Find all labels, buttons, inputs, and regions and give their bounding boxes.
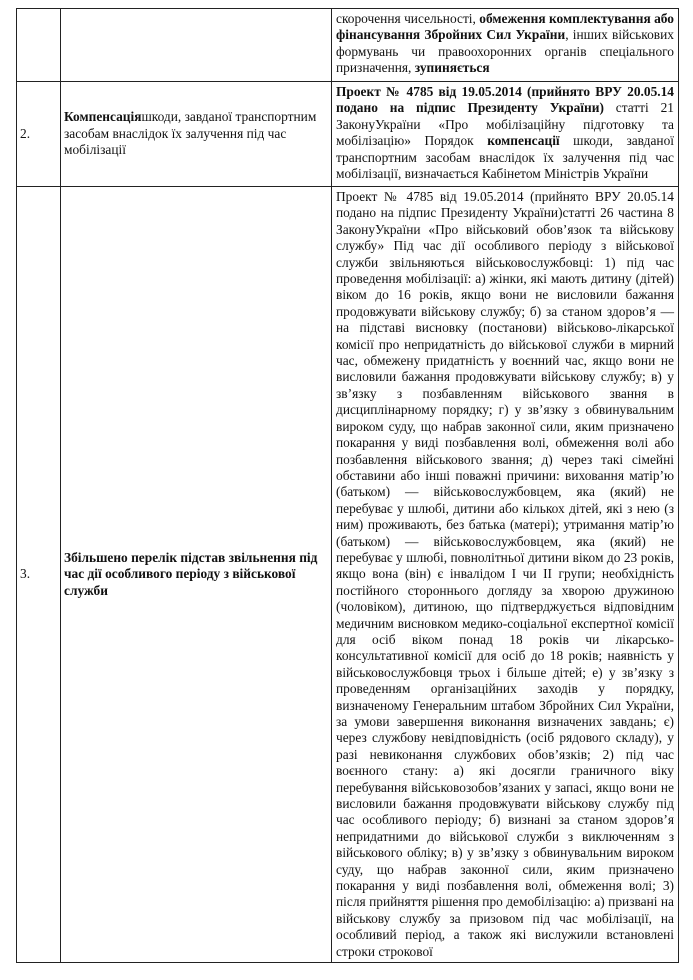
row-subject xyxy=(61,187,332,963)
subject-bold: Збільшено перелік підстав звільнення під час дії особливого періоду з військової служби xyxy=(64,549,318,598)
content-text: Проект № 4785 від 19.05.2014 (прийнято ВРУ 20.05.14 подано на підпис Президенту України)статті 26 частина 8 ЗаконуУкраїни «Про військовий обов’язок та військову службу» Під час дії особливого періоду з військової служби звільняються військовослужбовці: 1) під час проведення мобілізації: а) жінки, які мають дитину (дітей) віком до 16 років, якщо вони не висловили бажання продовжувати військову службу; б) за станом здоров’я — на підставі висновку (постанови) військово-лікарської комісії про непридатність до військової служби в мирний час, обмежену придатність у воєнний час, якщо вони не висловили бажання продовжувати військову службу; в) у зв’язку з позбавленням військового звання в дисциплінарному порядку; г) у зв’язку з обвинувальним вироком суду, що набрав законної сили, яким призначено покарання у виді позбавлення волі, обмеження волі або позбавлення військового звання; д) через такі сімейні обставини або інші поважні причини: виховання матір’ю (батьком) — військовослужбовцем, яка (який) не перебуває у шлюбі, дитини або кількох дітей, які з нею (з ним) проживають, без батька (матері); утримання матір’ю (батьком) — військовослужбовцем, яка (який) не перебуває у шлюбі, повнолітньої дитини віком до 23 років, якщо вона (він) є інвалідом I чи II групи; необхідність постійного стороннього догляду за хворою дружиною (чоловіком), дитиною, що підтверджується відповідним медичним висновком медико-соціальної експертної комісії для осіб віком понад 18 років чи лікарсько-консультативної комісії для осіб до 18 років; наявність у військовослужбовця трьох і більше дітей; е) у зв’язку з проведенням організаційних заходів у порядку, визначеному Генеральним штабом Збройних Сил України, за умови завершення виконання визначених завдань; є) через службову невідповідність (осіб рядового складу), у разі невиконання службових обов’язків; 2) під час воєнного стану: а) які досягли граничного віку перебування військовозобов’язаних у запасі, якщо вони не висловили бажання продовжувати військову службу під час особливого періоду; б) визнані за станом здоров’я непридатними до військової служби з виключенням з військового обліку; в) у зв’язку з обвинувальним вироком суду, що набрав законної сили, яким призначено покарання у виді позбавлення волі, обмеження волі; 3) після прийняття рішення про демобілізацію: а) призвані на військову службу за призовом під час мобілізації, на особливий період, а також які вислужили встановлені строки строкової xyxy=(336,189,674,959)
row-content xyxy=(332,187,679,963)
subject-rest: шкоди, завданої транспортним засобам внаслідок їх залучення під час мобілізації xyxy=(64,109,317,158)
content-part: скорочення чисельності, xyxy=(336,11,480,26)
document-page xyxy=(16,8,677,968)
table-row xyxy=(17,9,679,82)
content-part-bold: зупиняється xyxy=(414,60,490,76)
subject-bold: Компенсація xyxy=(64,109,142,125)
content-part-bold: обмеження комплектування або фінансування Збройних Сил України xyxy=(336,11,674,43)
row-number: 2. xyxy=(17,82,61,187)
content-text xyxy=(336,11,674,75)
row-subject xyxy=(61,82,332,187)
row-content xyxy=(332,9,679,82)
content-part: , інших військових формувань чи правоохоронних органів спеціального призначення, xyxy=(336,27,674,76)
table-row xyxy=(17,82,679,187)
table-row xyxy=(17,187,679,963)
row-content xyxy=(332,82,679,187)
content-part: статті 21 ЗаконуУкраїни «Про мобілізаційну підготовку та мобілізацію» Порядок xyxy=(336,100,674,149)
content-text xyxy=(336,84,674,181)
row-number xyxy=(17,9,61,82)
content-part: шкоди, завданої транспортним засобам внаслідок їх залучення під час мобілізації, визначається Кабінетом Міністрів України xyxy=(336,133,675,182)
row-number: 3. xyxy=(17,187,61,963)
content-part-bold: компенсації xyxy=(487,133,560,149)
row-subject xyxy=(61,9,332,82)
content-part-bold: Проект № 4785 від 19.05.2014 (прийнято ВРУ 20.05.14 подано на підпис Президенту України) xyxy=(336,84,674,116)
comparison-table xyxy=(16,8,679,963)
